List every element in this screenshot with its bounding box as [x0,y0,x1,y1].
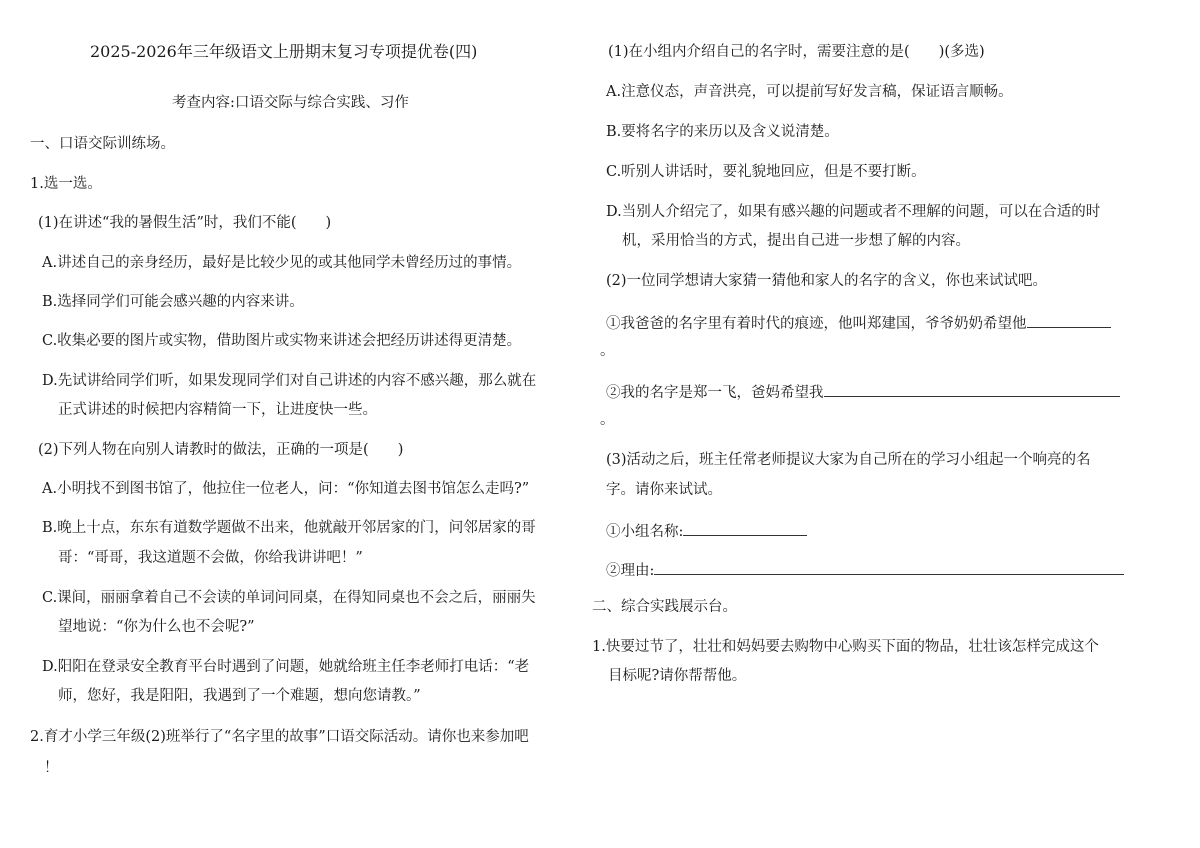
question-continued: 字。请你来试试。 [606,482,722,498]
answer-blank[interactable] [824,380,1120,397]
group-name-item [606,519,807,542]
answer-blank[interactable] [1027,311,1111,328]
sentence-end: 。 [600,412,615,428]
fill-in-item [606,380,1120,403]
option-c: C.听别人讲话时，要礼貌地回应，但是不要打断。 [606,164,926,180]
option-d-continued: 师，您好，我是阳阳，我遇到了一个难题，想向您请教。” [58,688,421,704]
question-stem: (2)一位同学想请大家猜一猜他和家人的名字的含义，你也来试试吧。 [606,273,1048,289]
option-d: D.阳阳在登录安全教育平台时遇到了问题，她就给班主任李老师打电话：“老 [42,659,530,675]
section-heading: 二、综合实践展示台。 [592,599,737,615]
question-stem: (3)活动之后，班主任常老师提议大家为自己所在的学习小组起一个响亮的名 [606,452,1091,468]
option-d: D.当别人介绍完了，如果有感兴趣的问题或者不理解的问题，可以在合适的时 [606,204,1101,220]
reason-label: ②理由: [606,563,655,579]
option-d-continued: 正式讲述的时候把内容精简一下，让进度快一些。 [58,402,377,418]
paper-subtitle: 考查内容:口语交际与综合实践、习作 [172,95,409,111]
question-stem: (2)下列人物在向别人请教时的做法，正确的一项是( ) [38,442,404,458]
reason-blank[interactable] [654,558,1124,575]
group-name-blank[interactable] [683,519,807,536]
question-continued: 目标呢?请你帮帮他。 [608,668,747,684]
sentence-end: 。 [600,343,615,359]
group-name-label: ①小组名称: [606,524,684,540]
fill-in-prompt: ①我爸爸的名字里有着时代的痕迹，他叫郑建国，爷爷奶奶希望他 [606,316,1027,332]
option-a: A.注意仪态，声音洪亮，可以提前写好发言稿，保证语言顺畅。 [606,84,1013,100]
option-b: B.晚上十点，东东有道数学题做不出来，他就敲开邻居家的门，问邻居家的哥 [42,520,536,536]
option-d-continued: 机，采用恰当的方式，提出自己进一步想了解的内容。 [622,233,970,249]
option-a: A.小明找不到图书馆了，他拉住一位老人，问：“你知道去图书馆怎么走吗?” [42,481,530,497]
option-a: A.讲述自己的亲身经历，最好是比较少见的或其他同学未曾经历过的事情。 [42,255,522,271]
fill-in-prompt: ②我的名字是郑一飞，爸妈希望我 [606,385,824,401]
reason-item [606,558,1124,581]
option-b-continued: 哥：“哥哥，我这道题不会做，你给我讲讲吧！” [58,550,363,566]
question-stem: (1)在讲述“我的暑假生活”时，我们不能( ) [38,215,332,231]
fill-in-item [606,311,1111,334]
option-c-continued: 望地说：“你为什么也不会呢?” [58,619,255,635]
question-number: 1.选一选。 [30,176,102,192]
question-continued: ！ [44,760,59,776]
option-d: D.先试讲给同学们听，如果发现同学们对自己讲述的内容不感兴趣，那么就在 [42,373,537,389]
option-b: B.要将名字的来历以及含义说清楚。 [606,124,839,140]
question-stem: (1)在小组内介绍自己的名字时，需要注意的是( )(多选) [608,44,985,60]
option-b: B.选择同学们可能会感兴趣的内容来讲。 [42,294,304,310]
section-heading: 一、口语交际训练场。 [30,136,175,152]
question-number: 2.育才小学三年级(2)班举行了“名字里的故事”口语交际活动。请你也来参加吧 [30,729,529,745]
paper-title: 2025-2026年三年级语文上册期末复习专项提优卷(四) [90,42,478,61]
option-c: C.收集必要的图片或实物，借助图片或实物来讲述会把经历讲述得更清楚。 [42,333,522,349]
option-c: C.课间，丽丽拿着自己不会读的单词问同桌，在得知同桌也不会之后，丽丽失 [42,590,536,606]
question-number: 1.快要过节了，壮壮和妈妈要去购物中心购买下面的物品，壮壮该怎样完成这个 [592,639,1099,655]
